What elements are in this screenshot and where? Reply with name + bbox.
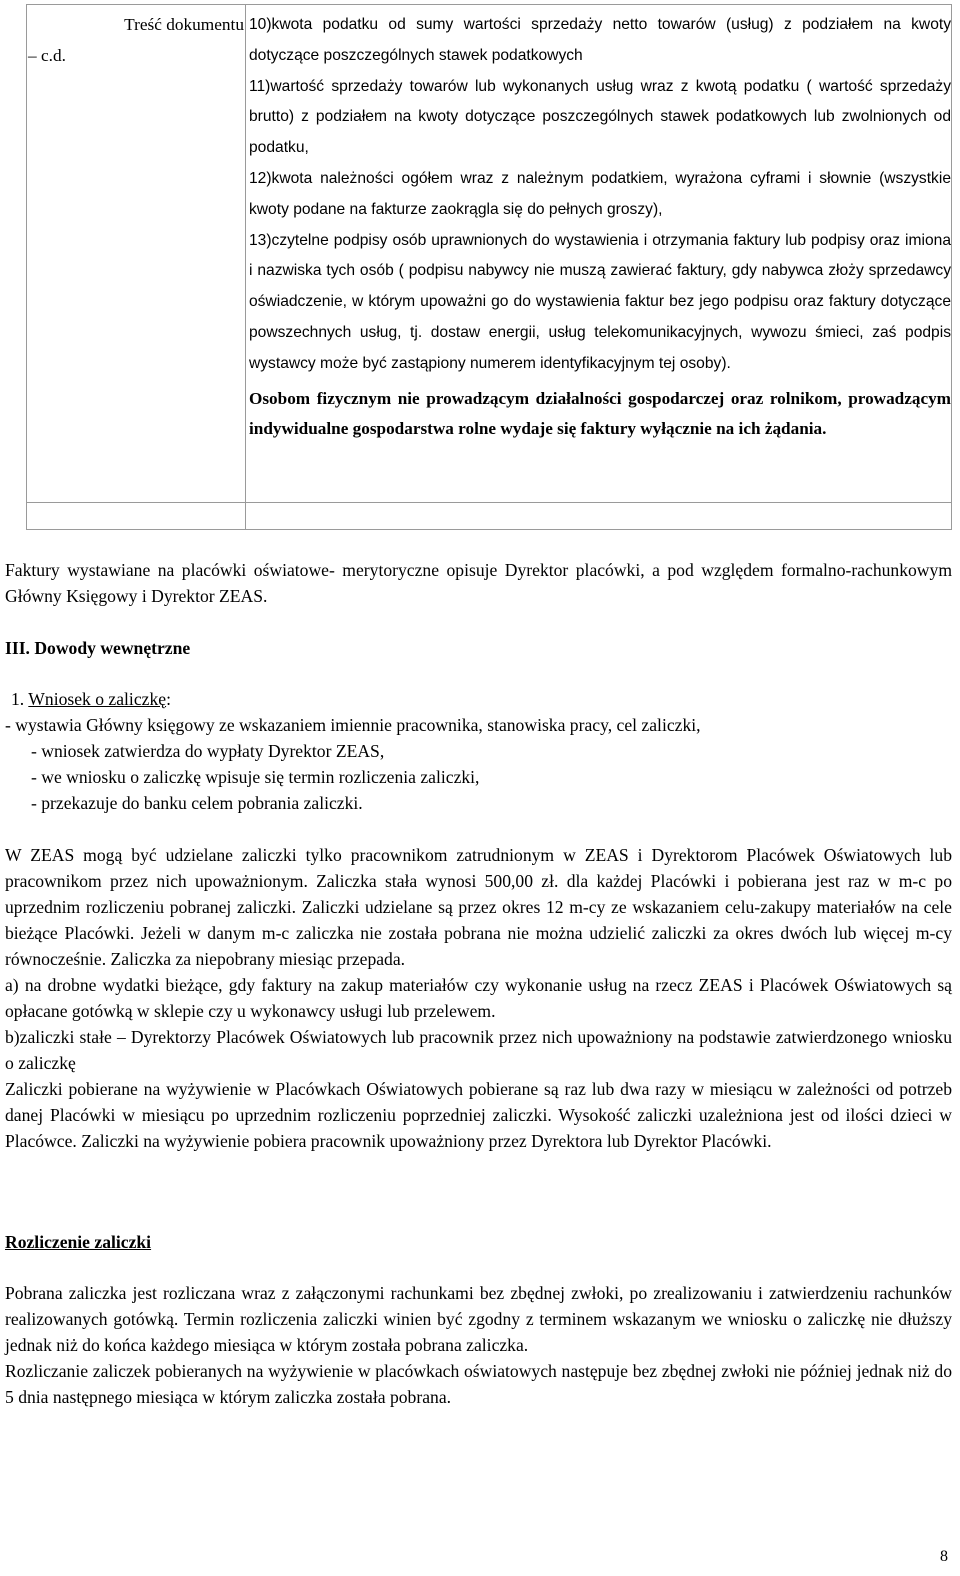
rozliczenie-section xyxy=(5,1280,952,1410)
list-item: - wniosek zatwierdza do wypłaty Dyrektor ZEAS, xyxy=(31,741,385,761)
wniosek-colon: : xyxy=(166,689,171,709)
wniosek-number: 1. xyxy=(11,689,25,709)
bold-note: Osobom fizycznym nie prowadzącym działalności gospodarczej oraz rolnikom, prowadzącym indywidualne gospodarstwa rolne wydaje się faktury wyłącznie na ich żądania. xyxy=(249,388,951,439)
zywienie-paragraph: Zaliczki pobierane na wyżywienie w Placówkach Oświatowych pobierane są raz lub dwa razy w miesiącu w zależności od potrzeb danej Placówki w miesiącu po uprzednim rozliczeniu poprzedniej zaliczki. Wysokość zaliczki uzależniona jest od ilości dzieci w Placówce. Zaliczki na wyżywienie pobiera pracownik upoważniony przez Dyrektora lub Dyrektor Placówki. xyxy=(5,1079,952,1151)
zeas-paragraph: W ZEAS mogą być udzielane zaliczki tylko pracownikom zatrudnionym w ZEAS i Dyrektorom Placówek Oświatowych lub pracownikom przez nich upoważnionym. Zaliczka stała wynosi 500,00 zł. dla każdej Placówki i pobierana jest raz w m-c po uprzednim rozliczeniu pobranej zaliczki. Zaliczki udzielane są przez okres 12 m-cy ze wskazaniem celu-zakupy materiałów na cele bieżące Placówki. Jeżeli w danym m-c zaliczka nie została pobrana nie można udzielić zaliczki za okres dwóch lub więcej m-cy równocześnie. Zaliczka za niepobrany miesiąc przepada. xyxy=(5,845,952,969)
list-item: 11)wartość sprzedaży towarów lub wykonanych usług wraz z kwotą podatku ( wartość sprzedaży brutto) z podziałem na kwoty dotyczące poszczególnych stawek podatkowych lub zwolnionych od podatku, xyxy=(249,77,951,157)
rozliczanie-paragraph: Rozliczanie zaliczek pobieranych na wyżywienie w placówkach oświatowych następuje bez zbędnej zwłoki nie później jednak niż do 5 dnia następnego miesiąca w którym zaliczka została pobrana. xyxy=(5,1361,952,1407)
rozliczenie-title-text: Rozliczenie zaliczki xyxy=(5,1232,152,1252)
table-label-line1: Treść dokumentu xyxy=(124,15,244,34)
faktury-text: Faktury wystawiane na placówki oświatowe- merytoryczne opisuje Dyrektor placówki, a pod względem formalno-rachunkowym Główny Księgowy i Dyrektor ZEAS. xyxy=(5,560,952,606)
table-row-divider xyxy=(26,502,952,503)
faktury-paragraph xyxy=(5,557,952,609)
point-b: b)zaliczki stałe – Dyrektorzy Placówek Oświatowych lub pracownik przez nich upoważniony na podstawie zatwierdzonego wniosku o zaliczkę xyxy=(5,1027,952,1073)
table-label-line2: – c.d. xyxy=(28,45,66,65)
table-content-cell xyxy=(249,10,951,445)
list-item: 13)czytelne podpisy osób uprawnionych do wystawienia i otrzymania faktury lub podpisy oraz imiona i nazwiska tych osób ( podpisu nabywcy nie muszą zawierać faktury, gdy nabywca złoży sprzedawcy oświadczenie, w którym upoważni go do wystawienia faktur bez jego podpisu oraz faktury dotyczące powszechnych usług, tj. dostaw energii, usług telekomunikacyjnych, wywozu śmieci, zaś podpis wystawcy może być zastąpiony numerem identyfikacyjnym tej osoby). xyxy=(249,231,951,372)
point-a: a) na drobne wydatki bieżące, gdy faktury na zakup materiałów czy wykonanie usług na rzecz ZEAS i Placówek Oświatowych są opłacane gotówką w sklepie czy u wykonawcy usługi lub przelewem. xyxy=(5,975,952,1021)
section-title: III. Dowody wewnętrzne xyxy=(5,638,191,658)
wniosek-heading xyxy=(11,686,958,712)
list-item: - wystawia Główny księgowy ze wskazaniem imiennie pracownika, stanowiska pracy, cel zaliczki, xyxy=(5,715,701,735)
list-item: 12)kwota należności ogółem wraz z należnym podatkiem, wyrażona cyframi i słownie (wszystkie kwoty podane na fakturze zaokrągla się do pełnych groszy), xyxy=(249,169,951,218)
table-label-cell xyxy=(28,10,244,71)
rozliczenie-title xyxy=(5,1229,952,1255)
page-number: 8 xyxy=(940,1548,948,1565)
list-item: - przekazuje do banku celem pobrania zaliczki. xyxy=(31,793,363,813)
wniosek-bullets xyxy=(5,712,952,816)
list-item: 10)kwota podatku od sumy wartości sprzedaży netto towarów (usług) z podziałem na kwoty dotyczące poszczególnych stawek podatkowych xyxy=(249,16,951,64)
table-column-divider xyxy=(245,4,246,530)
list-item: - we wniosku o zaliczkę wpisuje się termin rozliczenia zaliczki, xyxy=(31,767,480,787)
wniosek-title: Wniosek o zaliczkę xyxy=(28,689,167,709)
zeas-section xyxy=(5,842,952,1154)
rozliczenie-paragraph: Pobrana zaliczka jest rozliczana wraz z załączonymi rachunkami bez zbędnej zwłoki, po zrealizowaniu i zatwierdzeniu rachunków realizowanych gotówką. Termin rozliczenia zaliczki winien być zgodny z terminem wskazanym we wniosku o zaliczkę nie dłuższy jednak niż do końca każdego miesiąca w którym została pobrana zaliczka. xyxy=(5,1283,952,1355)
